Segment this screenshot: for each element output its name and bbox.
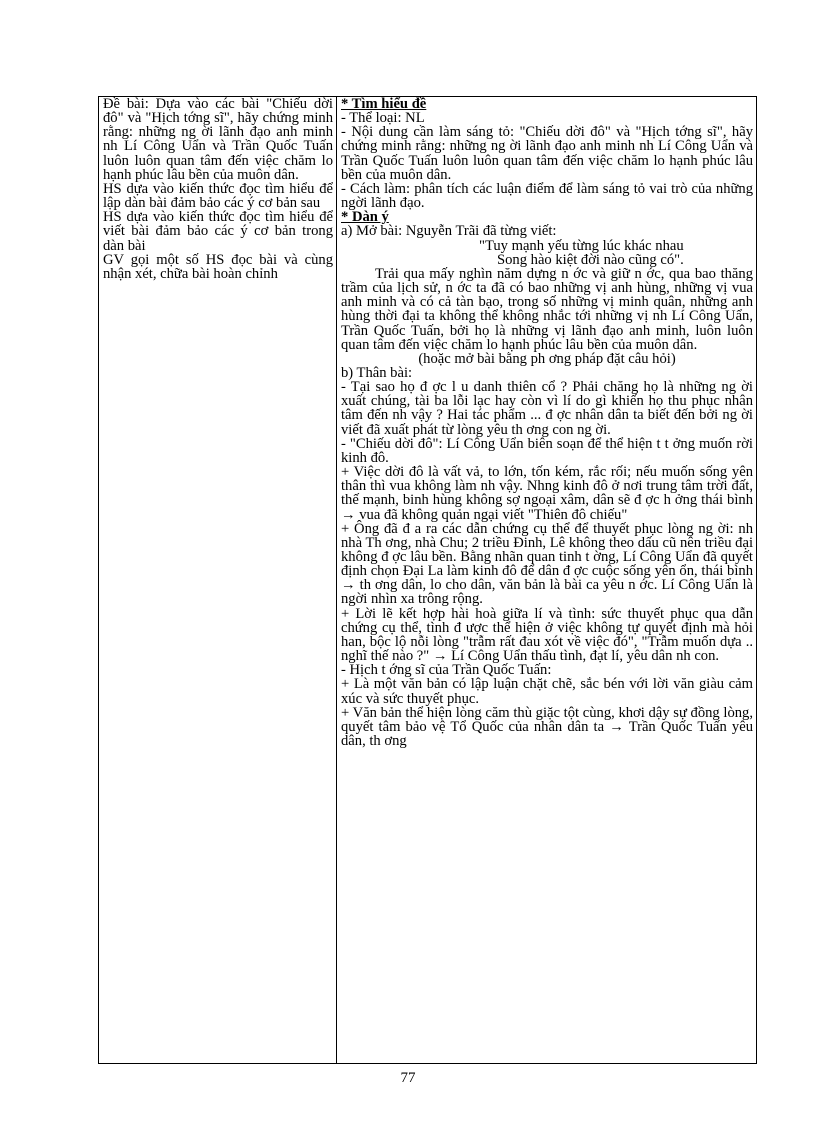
chieu-point-1 xyxy=(341,465,753,522)
intro-body: Trải qua mấy nghìn năm dựng n ớc và giữ n ớc, qua bao thăng trầm của lịch sử, n ớc ta đã có bao những vị anh hùng, những vị vua anh minh và có cả tàn bạo, trong số những vị minh quân, những anh hùng thời đại ta không thể không nhắc tới những vị nh Lí Công Uẩn, Trần Quốc Tuấn, bởi họ là những vị lãnh đạo anh minh, luôn luôn quan tâm đến việc chăm lo hạnh phúc lâu bền của muôn dân. xyxy=(341,265,753,353)
poem-line-2: Song hào kiệt đời nào cũng có". xyxy=(497,251,684,268)
body-question: - Tại sao họ đ ợc l u danh thiên cổ ? Phải chăng họ là những ng ời xuất chúng, tài ba lỗi lạc hay còn vì lí do gì khiến họ thu phục nhân tâm đến nh vậy ? Hai tác phẩm ... đ ợc nhân dân ta biết đến bởi ng ời viết đã xuất phát từ lòng yêu th ơng con ng ời. xyxy=(341,379,753,438)
intro-label: a) Mở bài: Nguyễn Trãi đã từng viết: xyxy=(341,223,557,240)
chieu-point-3 xyxy=(341,607,753,664)
activity-review-instruction: GV gọi một số HS đọc bài và cùng nhận xét, chữa bài hoàn chỉnh xyxy=(103,251,333,282)
outline-heading: * Dàn ý xyxy=(341,209,389,226)
chieu-point-2-conclusion: th ơng dân, lo cho dân, văn bản là bài ca yêu n ớc. Lí Công Uẩn là ngời nhìn xa trông rộng. xyxy=(341,577,753,608)
chieu-point-1-text: + Việc dời đô là vất vả, to lớn, tốn kém, rắc rối; nếu muốn sống yên thân thì vua không làm nh vậy. Nhng kinh đô ở nơi trung tâm trời đất, thế mạnh, binh hùng không sợ ngoại xâm, dân sẽ đ ợc h ởng thái bình xyxy=(341,464,753,509)
page-number: 77 xyxy=(400,1070,416,1086)
assignment-prompt: Đề bài: Dựa vào các bài "Chiếu dời đô" và "Hịch tớng sĩ", hãy chứng minh rằng: những ng ời lãnh đạo anh minh nh Lí Công Uẩn và Trần Quốc Tuấn luôn luôn quan tâm đến việc chăm lo hạnh phúc lâu bền của muôn dân. xyxy=(103,96,333,183)
intro-alternative: (hoặc mở bài bằng ph ơng pháp đặt câu hỏi) xyxy=(418,350,676,367)
content-column xyxy=(337,97,757,1064)
chieu-point-3-conclusion: Lí Công Uẩn thấu tình, đạt lí, yêu dân nh con. xyxy=(451,648,720,665)
poem-line-1: "Tuy mạnh yếu từng lúc khác nhau xyxy=(479,237,684,254)
hich-point-2-conclusion: Trần Quốc Tuấn yêu dân, th ơng xyxy=(341,718,753,750)
table-row xyxy=(99,97,757,1064)
method-line: - Cách làm: phân tích các luận điểm để làm sáng tỏ vai trò của những ngời lãnh đạo. xyxy=(341,180,753,212)
hich-point-1: + Là một văn bản có lập luận chặt chẽ, sắc bén với lời văn giàu cảm xúc và sức thuyết phục. xyxy=(341,676,753,707)
activity-writing-instruction: HS dựa vào kiến thức đọc tìm hiểu để viết bài đảm bảo các ý cơ bản trong dàn bài xyxy=(103,209,333,254)
hich-point-2 xyxy=(341,706,753,748)
chieu-point-1-conclusion: vua đã không quản ngại viết "Thiên đô chiếu" xyxy=(359,506,628,523)
chieu-intro: - "Chiếu dời đô": Lí Công Uẩn biên soạn để thể hiện t t ởng muốn rời kinh đô. xyxy=(341,435,753,466)
chieu-point-2-text: + Ông đã đ a ra các dẫn chứng cụ thể để thuyết phục lòng ng ời: nh nhà Th ơng, nhà Chu; 2 triều Đinh, Lê không theo dấu cũ nên triều đại không đ ợc lâu bền. Bằng nhãn quan tinh t ờng, Lí Công Uẩn đã quyết định chọn Đại La làm kinh đô để dân đ ợc cuộc sống yên ổn, thái bình xyxy=(341,520,753,580)
arrow-icon: → xyxy=(341,577,356,594)
lesson-table xyxy=(98,96,757,1064)
explore-heading: * Tìm hiểu đề xyxy=(341,96,427,112)
activity-column xyxy=(99,97,337,1064)
hich-point-2-text: + Văn bản thể hiện lòng căm thù giặc tột cùng, khơi dậy sự đồng lòng, quyết tâm bảo vệ Tổ Quốc của nhân dân ta xyxy=(341,704,753,735)
arrow-icon: → xyxy=(341,506,356,523)
arrow-icon: → xyxy=(432,648,448,665)
genre-line: - Thể loại: NL xyxy=(341,110,425,127)
arrow-icon: → xyxy=(609,718,624,735)
body-label: b) Thân bài: xyxy=(341,364,413,381)
chieu-point-2 xyxy=(341,522,753,607)
chieu-point-3-text: + Lời lẽ kết hợp hài hoà giữa lí và tình: sức thuyết phục qua dẫn chứng cụ thể, tình đ ược thể hiện ở việc không tự quyết định mà hỏi han, bộc lộ nỗi lòng "trẫm rất đau xót về việc đó", "Trẫm muốn dựa .. nghĩ thế nào ?" xyxy=(341,605,753,665)
hich-intro: - Hịch t ớng sĩ của Trần Quốc Tuấn: xyxy=(341,662,552,679)
content-line: - Nội dung cần làm sáng tỏ: "Chiếu dời đô" và "Hịch tớng sĩ", hãy chứng minh rằng: những ng ời lãnh đạo anh minh nh Lí Công Uẩn và Trần Quốc Tuấn luôn luôn quan tâm đến việc chăm lo hạnh phúc lâu bền của muôn dân. xyxy=(341,124,753,183)
activity-outline-instruction: HS dựa vào kiến thức đọc tìm hiểu để lập dàn bài đảm bảo các ý cơ bản sau xyxy=(103,180,333,212)
